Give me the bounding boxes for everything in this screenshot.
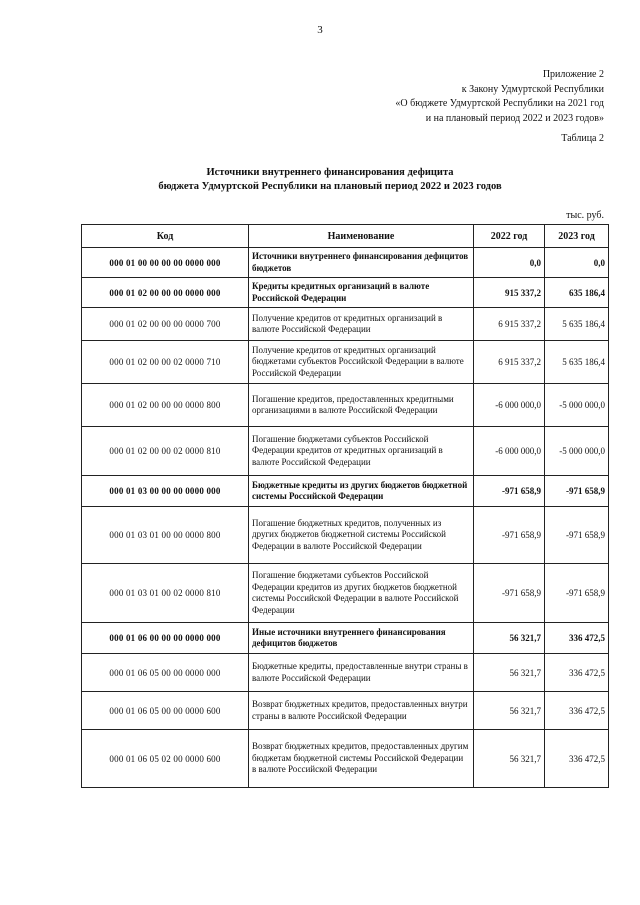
row-name: Кредиты кредитных организаций в валюте Российской Федерации [249,278,474,308]
appendix-block [395,68,604,126]
table-header-row [82,225,609,248]
row-value-2022: 56 321,7 [474,654,545,692]
row-value-2023: 635 186,4 [545,278,609,308]
row-value-2022: -6 000 000,0 [474,384,545,427]
row-value-2022: -6 000 000,0 [474,427,545,476]
table-row [82,692,609,730]
row-code: 000 01 00 00 00 00 0000 000 [82,248,249,278]
header-2023: 2023 год [545,225,609,248]
row-value-2023: 5 635 186,4 [545,308,609,341]
row-value-2022: 56 321,7 [474,730,545,788]
row-value-2023: 5 635 186,4 [545,341,609,384]
row-name: Бюджетные кредиты, предоставленные внутри страны в валюте Российской Федерации [249,654,474,692]
table-row [82,278,609,308]
header-name: Наименование [249,225,474,248]
table-row [82,341,609,384]
row-value-2023: -971 658,9 [545,507,609,564]
row-name: Получение кредитов от кредитных организаций в валюте Российской Федерации [249,308,474,341]
row-code: 000 01 03 01 00 02 0000 810 [82,564,249,623]
header-code: Код [82,225,249,248]
table-row [82,308,609,341]
table-row [82,476,609,507]
table-row [82,654,609,692]
row-value-2022: -971 658,9 [474,476,545,507]
row-code: 000 01 06 05 00 00 0000 000 [82,654,249,692]
row-name: Погашение бюджетных кредитов, полученных из других бюджетов бюджетной системы Российской Федерации в валюте Российской Федерации [249,507,474,564]
row-code: 000 01 02 00 00 00 0000 800 [82,384,249,427]
row-value-2022: 6 915 337,2 [474,341,545,384]
row-code: 000 01 02 00 00 00 0000 000 [82,278,249,308]
row-value-2023: 336 472,5 [545,654,609,692]
title-line: Источники внутреннего финансирования дефицита [206,167,454,178]
row-value-2022: 56 321,7 [474,692,545,730]
appendix-line: Приложение 2 [542,69,604,80]
table-row [82,384,609,427]
appendix-line: «О бюджете Удмуртской Республики на 2021 год [395,98,604,109]
row-code: 000 01 02 00 00 00 0000 700 [82,308,249,341]
row-value-2022: -971 658,9 [474,564,545,623]
table-row [82,507,609,564]
table-row [82,427,609,476]
row-value-2023: 0,0 [545,248,609,278]
row-name: Источники внутреннего финансирования дефицитов бюджетов [249,248,474,278]
row-value-2022: 0,0 [474,248,545,278]
row-value-2023: -5 000 000,0 [545,427,609,476]
appendix-line: и на плановый период 2022 и 2023 годов» [425,112,604,124]
row-name: Возврат бюджетных кредитов, предоставленных другим бюджетам бюджетной системы Российской Федерации в валюте Российской Федерации [249,730,474,788]
page-number: 3 [317,24,323,36]
row-code: 000 01 06 05 00 00 0000 600 [82,692,249,730]
row-code: 000 01 03 01 00 00 0000 800 [82,507,249,564]
row-name: Погашение кредитов, предоставленных кредитными организациями в валюте Российской Федерации [249,384,474,427]
financing-sources-table [81,224,609,788]
appendix-line: к Закону Удмуртской Республики [461,83,604,95]
table-row [82,564,609,623]
row-code: 000 01 02 00 00 02 0000 810 [82,427,249,476]
table-label: Таблица 2 [561,133,604,144]
row-name: Погашение бюджетами субъектов Российской Федерации кредитов от кредитных организаций в валюте Российской Федерации [249,427,474,476]
row-name: Получение кредитов от кредитных организаций бюджетами субъектов Российской Федерации в валюте Российской Федерации [249,341,474,384]
row-name: Возврат бюджетных кредитов, предоставленных внутри страны в валюте Российской Федерации [249,692,474,730]
document-title [0,166,640,194]
table-row [82,623,609,654]
header-2022: 2022 год [474,225,545,248]
table-row [82,730,609,788]
row-name: Погашение бюджетами субъектов Российской Федерации кредитов из других бюджетов бюджетной системы Российской Федерации в валюте Российской Федерации [249,564,474,623]
row-code: 000 01 02 00 00 02 0000 710 [82,341,249,384]
row-name: Бюджетные кредиты из других бюджетов бюджетной системы Российской Федерации [249,476,474,507]
row-name: Иные источники внутреннего финансирования дефицитов бюджетов [249,623,474,654]
row-code: 000 01 06 05 02 00 0000 600 [82,730,249,788]
table-row [82,248,609,278]
row-value-2022: -971 658,9 [474,507,545,564]
row-value-2022: 56 321,7 [474,623,545,654]
row-value-2023: -971 658,9 [545,564,609,623]
row-code: 000 01 03 00 00 00 0000 000 [82,476,249,507]
row-value-2022: 915 337,2 [474,278,545,308]
row-value-2023: -971 658,9 [545,476,609,507]
row-value-2023: 336 472,5 [545,692,609,730]
row-code: 000 01 06 00 00 00 0000 000 [82,623,249,654]
row-value-2023: 336 472,5 [545,623,609,654]
row-value-2022: 6 915 337,2 [474,308,545,341]
title-line: бюджета Удмуртской Республики на плановый период 2022 и 2023 годов [158,181,502,192]
units-label: тыс. руб. [566,210,604,221]
row-value-2023: -5 000 000,0 [545,384,609,427]
row-value-2023: 336 472,5 [545,730,609,788]
